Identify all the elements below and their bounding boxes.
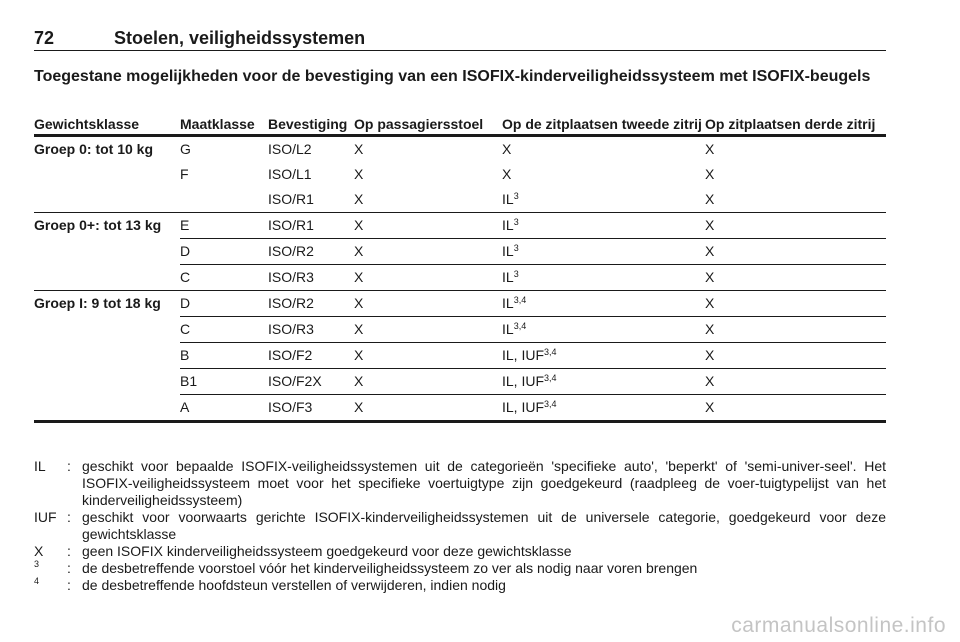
note-iuf [34, 509, 886, 543]
table-row [34, 213, 886, 239]
note-text: geen ISOFIX kinderveiligheidssysteem goedgekeurd voor deze gewichtsklasse [82, 543, 572, 559]
note-key: IUF [34, 509, 57, 525]
weight-group: Groep 0: tot 10 kg [34, 141, 154, 157]
second-row-footnote: 3,4 [544, 373, 557, 383]
table-row [34, 136, 886, 163]
section-title: Toegestane mogelijkheden voor de bevestiging van een ISOFIX-kinderveiligheidssysteem met ISOFIX-beugels [34, 68, 871, 85]
second-row [502, 239, 705, 265]
third-row: X [705, 213, 886, 239]
weight-group [34, 239, 180, 265]
third-row: X [705, 369, 886, 395]
page-number: 72 [34, 28, 55, 48]
third-row: X [705, 395, 886, 422]
size-class: B1 [180, 369, 268, 395]
second-row-footnote: 3 [513, 217, 519, 227]
second-row-value: IL [502, 269, 514, 285]
note-key: X [34, 543, 44, 559]
second-row [502, 162, 705, 187]
second-row-value: X [502, 166, 512, 182]
second-row-footnote: 3,4 [513, 295, 527, 305]
note-footnote-4 [34, 577, 886, 594]
weight-group [34, 343, 180, 369]
third-row: X [705, 317, 886, 343]
passenger-seat: X [354, 369, 502, 395]
weight-group [34, 187, 180, 213]
passenger-seat: X [354, 191, 364, 207]
second-row-value: IL [502, 217, 514, 233]
fixture: ISO/F2X [268, 369, 354, 395]
size-class: F [180, 166, 189, 182]
note-key: 4 [34, 576, 40, 586]
weight-group [34, 162, 180, 187]
passenger-seat: X [354, 291, 502, 317]
note-text: de desbetreffende hoofdsteun verstellen of verwijderen, indien nodig [82, 577, 506, 593]
table-row [34, 369, 886, 395]
second-row-value: IL, IUF [502, 347, 545, 363]
header-passenger-seat: Op passagiersstoel [354, 117, 502, 136]
weight-group [34, 265, 180, 291]
note-colon: : [67, 577, 71, 593]
passenger-seat: X [354, 317, 502, 343]
note-key: 3 [34, 559, 40, 569]
second-row-value: IL, IUF [502, 373, 545, 389]
table-row [34, 395, 886, 422]
passenger-seat: X [354, 265, 502, 291]
second-row-footnote: 3 [513, 243, 519, 253]
size-class: E [180, 213, 268, 239]
page-title: Stoelen, veiligheidssystemen [114, 28, 366, 48]
isofix-table [34, 117, 886, 423]
note-colon: : [67, 458, 71, 474]
table-header-row [34, 117, 886, 136]
third-row: X [705, 191, 715, 207]
second-row-footnote: 3,4 [544, 347, 557, 357]
fixture: ISO/R1 [268, 191, 314, 207]
fixture: ISO/L1 [268, 166, 312, 182]
fixture: ISO/L2 [268, 141, 312, 157]
second-row-value: IL [502, 191, 514, 207]
note-x [34, 543, 886, 560]
second-row [502, 213, 705, 239]
header-third-row: Op zitplaatsen derde zitrij [705, 117, 886, 136]
note-text: geschikt voor bepaalde ISOFIX-veiligheidssystemen uit de categorieën 'specifieke auto', 'beperkt' of 'semi-univer-seel'. Het ISOFIX-veiligheidssysteem moet voor het specifieke voertuigtype zijn goedgekeurd (raadpleeg de voer-tuigtypelijst van het kinderveiligheidssysteem) [82, 458, 886, 508]
header-fixture: Bevestiging [268, 117, 354, 136]
header-size-class: Maatklasse [180, 117, 268, 136]
passenger-seat: X [354, 239, 502, 265]
fixture: ISO/R2 [268, 291, 354, 317]
watermark: carmanualsonline.info [731, 614, 946, 637]
fixture: ISO/F2 [268, 343, 354, 369]
page-header [34, 28, 886, 51]
second-row [502, 343, 705, 369]
passenger-seat: X [354, 166, 364, 182]
third-row: X [705, 166, 715, 182]
second-row-footnote: 3,4 [544, 399, 557, 409]
legend-notes [34, 458, 886, 594]
size-class: D [180, 291, 268, 317]
note-colon: : [67, 560, 71, 576]
third-row: X [705, 343, 886, 369]
second-row-value: X [502, 141, 512, 157]
table-row [34, 343, 886, 369]
third-row: X [705, 265, 886, 291]
passenger-seat: X [354, 343, 502, 369]
header-weight-class: Gewichtsklasse [34, 117, 180, 136]
table-row [34, 317, 886, 343]
note-colon: : [67, 509, 71, 525]
passenger-seat: X [354, 141, 364, 157]
size-class: G [180, 141, 191, 157]
second-row [502, 187, 705, 213]
third-row: X [705, 291, 886, 317]
passenger-seat: X [354, 213, 502, 239]
note-text: geschikt voor voorwaarts gerichte ISOFIX-kinderveiligheidssystemen uit de universele categorie, goedgekeurd voor deze gewichtsklasse [82, 509, 886, 542]
table-row [34, 187, 886, 213]
second-row-footnote: 3,4 [513, 321, 527, 331]
weight-group [34, 395, 180, 422]
second-row-footnote: 3 [513, 191, 519, 201]
third-row: X [705, 141, 715, 157]
table-row [34, 291, 886, 317]
size-class: A [180, 395, 268, 422]
passenger-seat: X [354, 395, 502, 422]
fixture: ISO/R2 [268, 239, 354, 265]
note-footnote-3 [34, 560, 886, 577]
fixture: ISO/F3 [268, 395, 354, 422]
table-row [34, 162, 886, 187]
second-row [502, 291, 705, 317]
size-class: C [180, 317, 268, 343]
note-key: IL [34, 458, 46, 474]
second-row [502, 136, 705, 163]
weight-group [34, 369, 180, 395]
header-second-row: Op de zitplaatsen tweede zitrij [502, 117, 705, 136]
note-il [34, 458, 886, 509]
weight-group: Groep I: 9 tot 18 kg [34, 291, 180, 317]
size-class: D [180, 239, 268, 265]
size-class [180, 187, 268, 213]
size-class: C [180, 265, 268, 291]
second-row-value: IL [502, 243, 514, 259]
second-row [502, 265, 705, 291]
third-row: X [705, 239, 886, 265]
second-row [502, 317, 705, 343]
second-row-footnote: 3 [513, 269, 519, 279]
fixture: ISO/R1 [268, 213, 354, 239]
table-row [34, 265, 886, 291]
second-row-value: IL [502, 295, 514, 311]
second-row-value: IL, IUF [502, 399, 545, 415]
fixture: ISO/R3 [268, 317, 354, 343]
second-row [502, 369, 705, 395]
weight-group: Groep 0+: tot 13 kg [34, 213, 180, 239]
note-colon: : [67, 543, 71, 559]
second-row-value: IL [502, 321, 514, 337]
note-text: de desbetreffende voorstoel vóór het kinderveiligheidssysteem zo ver als nodig naar voren brengen [82, 560, 698, 576]
second-row [502, 395, 705, 422]
size-class: B [180, 343, 268, 369]
table-row [34, 239, 886, 265]
fixture: ISO/R3 [268, 265, 354, 291]
weight-group [34, 317, 180, 343]
